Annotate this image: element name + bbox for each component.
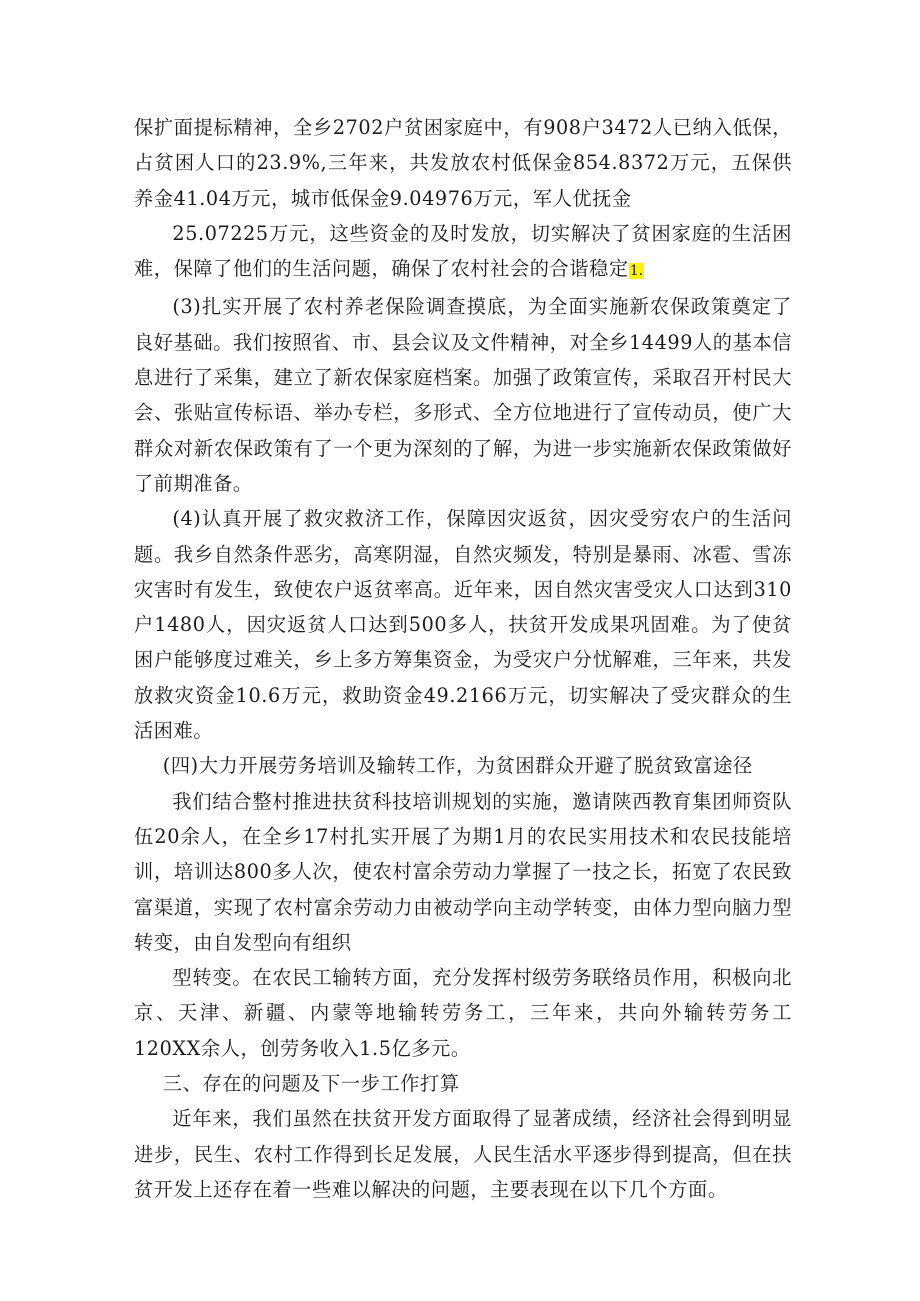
paragraph-problems-intro: 近年来，我们虽然在扶贫开发方面取得了显著成绩，经济社会得到明显进步，民生、农村工作得到长足发展，人民生活水平逐步得到提高，但在扶贫开发上还存在着一些难以解决的问题，主要表现在以下几个方面。 — [134, 1107, 792, 1201]
paragraph-subsidy-summary: 保扩面提标精神，全乡2702户贫困家庭中，有908户3472人已纳入低保，占贫困人口的23.9%,三年来，共发放农村低保金854.8372万元，五保供养金41.04万元，城市低保金9.04976万元，军人优抚金 — [134, 116, 792, 210]
paragraph-training-program: 我们结合整村推进扶贫科技培训规划的实施，邀请陕西教育集团师资队伍20余人，在全乡17村扎实开展了为期1月的农民实用技术和农民技能培训，培训达800多人次，使农村富余劳动力掌握了一技之长，拓宽了农民致富渠道，实现了农村富余劳动力由被动学向主动学转变，由体力型向脑力型转变，由自发型向有组织 — [134, 789, 792, 954]
paragraph-disaster-relief: (4)认真开展了救灾救济工作，保障因灾返贫，因灾受穷农户的生活问题。我乡自然条件恶劣，高寒阴湿，自然灾频发，特别是暴雨、冰雹、雪冻灾害时有发生，致使农户返贫率高。近年来，因自然灾害受灾人口达到310户1480人，因灾返贫人口达到500多人，扶贫开发成果巩固难。为了使贫困户能够度过难关，乡上多方筹集资金，为受灾户分忧解难，三年来，共发放救灾资金10.6万元，救助资金49.2166万元，切实解决了受灾群众的生活困难。 — [134, 507, 792, 743]
highlight-marker: 1. — [629, 263, 644, 280]
paragraph-funds-release-text: 25.07225万元，这些资金的及时发放，切实解决了贫困家庭的生活困难，保障了他们的生活问题，确保了农村社会的合谐稳定 — [134, 221, 792, 281]
paragraph-funds-release — [134, 216, 792, 290]
section-heading-problems: 三、存在的问题及下一步工作打算 — [162, 1072, 460, 1096]
section-heading-labor-training: (四)大力开展劳务培训及输转工作，为贫困群众开避了脱贫致富途径 — [162, 754, 753, 778]
paragraph-labor-transfer: 型转变。在农民工输转方面，充分发挥村级劳务联络员作用，积极向北京、天津、新疆、内蒙等地输转劳务工，三年来，共向外输转劳务工120XX余人，创劳务收入1.5亿多元。 — [134, 966, 792, 1060]
paragraph-pension-insurance: (3)扎实开展了农村养老保险调查摸底，为全面实施新农保政策奠定了良好基础。我们按照省、市、县会议及文件精神，对全乡14499人的基本信息进行了采集，建立了新农保家庭档案。加强了政策宣传，采取召开村民大会、张贴宣传标语、举办专栏，多形式、全方位地进行了宣传动员，使广大群众对新农保政策有了一个更为深刻的了解，为进一步实施新农保政策做好了前期准备。 — [134, 295, 792, 495]
